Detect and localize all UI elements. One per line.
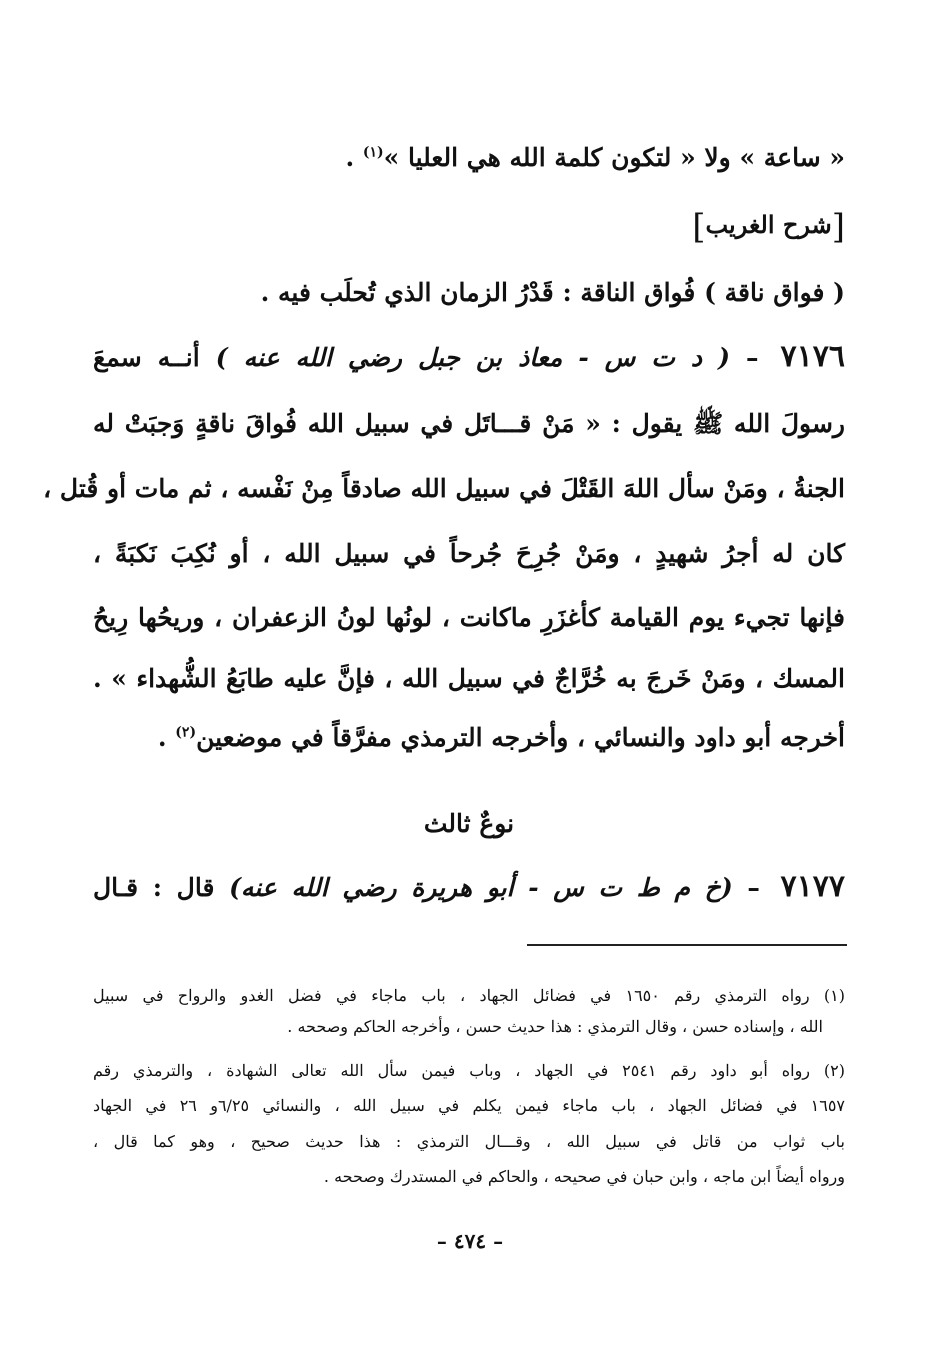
footnote-2-line-3: باب ثواب من قاتل في سبيل الله ، وقـــال الترمذي : هذا حديث صحيح ، وهو كما قال ، xyxy=(93,1132,845,1151)
hadith-7177-header xyxy=(93,870,845,905)
text-line-f xyxy=(93,721,845,755)
hadith-narrator: ( د ت س - معاذ بن جبل رضي الله عنه ) xyxy=(215,343,730,372)
bracket-close: ] xyxy=(692,206,706,247)
text-line-e: المسك ، ومَنْ خَرجَ به خُرَّاجٌ في سبيل الله ، فإنَّ عليه طابَعُ الشُّهداء » . xyxy=(93,664,845,693)
footnote-2-line-1: (٢) رواه أبو داود رقم ٢٥٤١ في الجهاد ، وباب فيمن سأل الله تعالى الشهادة ، والترمذي رقم xyxy=(93,1061,846,1080)
section-label-text: شرح الغريب xyxy=(705,210,832,239)
hadith-number-2: ٧١٧٧ xyxy=(780,869,845,904)
text-line-f-body: أخرجه أبو داود والنسائي ، وأخرجه الترمذي مفرَّقاً في موضعين xyxy=(196,723,845,752)
text-line-1-end: . xyxy=(345,143,363,172)
footnote-1-line-2: الله ، وإسناده حسن ، وقال الترمذي : هذا حديث حسن ، وأخرجه الحاكم وصححه . xyxy=(287,1017,823,1036)
hadith-number: ٧١٧٦ xyxy=(780,339,845,374)
section-heading: نوعٌ ثالث xyxy=(423,809,515,838)
footnote-1-line-1: (١) رواه الترمذي رقم ١٦٥٠ في فضائل الجهاد ، باب ماجاء في فضل الغدو والرواح في سبيل xyxy=(93,986,846,1005)
hadith-7176-header xyxy=(93,340,845,375)
bracket-open: [ xyxy=(831,206,845,247)
text-line-1 xyxy=(93,141,845,175)
section-label-gharib xyxy=(692,205,845,247)
page-number: – ٤٧٤ – xyxy=(436,1229,504,1253)
text-line-f-end: . xyxy=(157,723,176,752)
hadith-narrator-2: (خ م ط ت س - أبو هريرة رضي الله عنه) xyxy=(229,873,733,902)
text-line-a: رسولَ الله ﷺ يقول : « مَنْ قـــاتَل في سبيل الله فُواقَ ناقةٍ وَجبَتْ له xyxy=(93,409,845,438)
text-line-c: كان له أجرُ شهيدٍ ، ومَنْ جُرِحَ جُرحاً في سبيل الله ، أو نُكِبَ نَكبَةً ، xyxy=(93,539,845,568)
footnote-2-line-4: ورواه أيضاً ابن ماجه ، وابن حبان في صحيحه ، والحاكم في المستدرك وصححه . xyxy=(323,1167,845,1186)
footnote-2-line-2: ١٦٥٧ في فضائل الجهاد ، باب ماجاء فيمن يكلم في سبيل الله ، والنسائي ٦/٢٥و ٢٦ في الجهاد xyxy=(93,1096,845,1115)
text-line-1-body: « ساعة » ولا « لتكون كلمة الله هي العليا » xyxy=(383,143,845,172)
hadith-intro-2: قال : قـال xyxy=(93,873,230,902)
gloss-line: ( فواق ناقة ) فُواق الناقة : قَدْرُ الزمان الذي تُحلَب فيه . xyxy=(260,278,845,307)
footnote-ref-1: (١) xyxy=(362,144,384,161)
footnote-separator xyxy=(527,944,847,946)
text-line-d: فإنها تجيء يوم القيامة كأغزَرِ ماكانت ، لونُها لونُ الزعفران ، وريحُها رِيحُ xyxy=(93,603,845,632)
footnote-ref-2: (٢) xyxy=(175,724,197,741)
hadith-dash: – xyxy=(729,343,775,372)
hadith-intro: أنــه سمعَ xyxy=(93,343,216,372)
text-line-b: الجنةُ ، ومَنْ سأل اللهَ القَتْلَ في سبيل الله صادقاً مِنْ نَفْسه ، ثم مات أو قُتل ، xyxy=(43,474,845,503)
hadith-dash-2: – xyxy=(732,873,775,902)
